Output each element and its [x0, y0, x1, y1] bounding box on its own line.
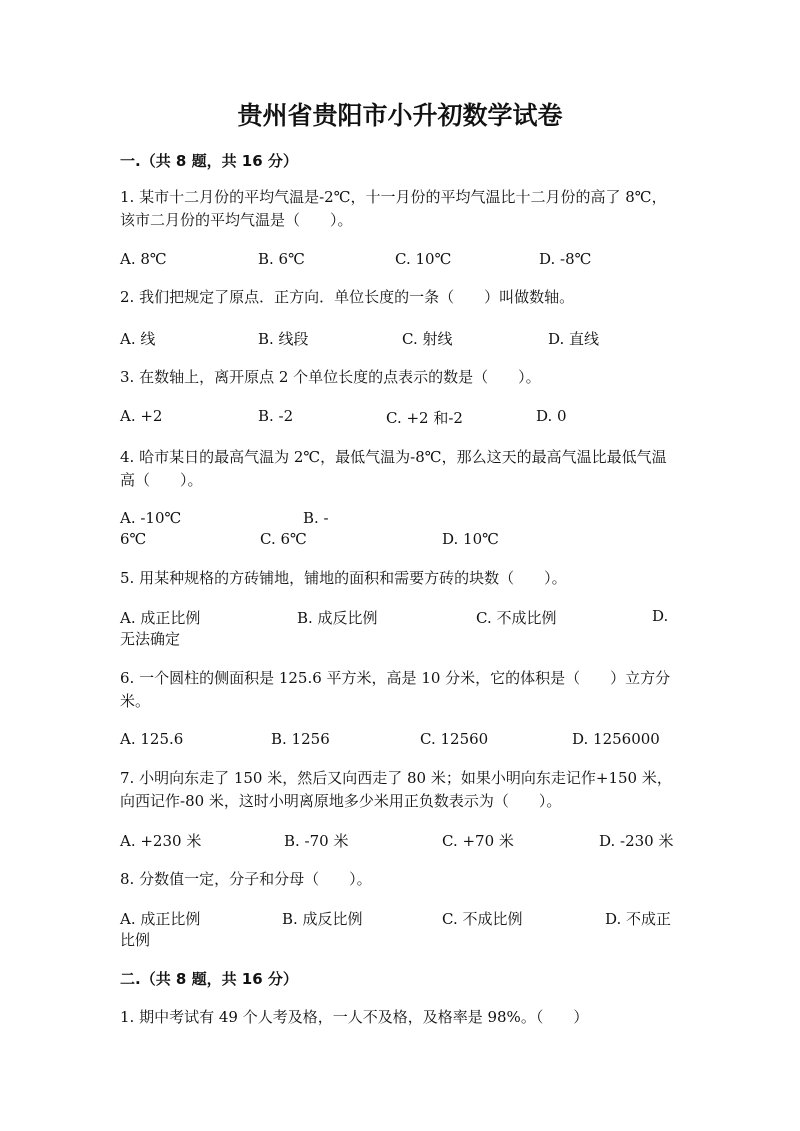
q6-option-d: D. 1256000 — [572, 730, 660, 748]
question-2: 2. 我们把规定了原点．正方向．单位长度的一条（ ）叫做数轴。 — [120, 288, 575, 306]
question-5: 5. 用某种规格的方砖铺地，铺地的面积和需要方砖的块数（ ）。 — [120, 569, 567, 587]
q3-option-b: B. -2 — [258, 407, 294, 425]
question-4: 4. 哈市某日的最高气温为 2℃，最低气温为-8℃，那么这天的最高气温比最低气温高（ ）。 — [120, 448, 667, 489]
question-3: 3. 在数轴上，离开原点 2 个单位长度的点表示的数是（ ）。 — [120, 368, 541, 386]
q4-option-c: C. 6℃ — [260, 530, 307, 548]
q5-option-a: A. 成正比例 — [120, 609, 201, 627]
q5-option-d-continued: 无法确定 — [120, 630, 181, 648]
q4-option-a: A. -10℃ — [120, 509, 182, 527]
q5-option-c: C. 不成比例 — [476, 609, 557, 627]
q4-option-b: B. - — [303, 509, 329, 527]
q6-option-c: C. 12560 — [420, 730, 489, 748]
question-1: 1. 某市十二月份的平均气温是-2℃，十一月份的平均气温比十二月份的高了 8℃，该市二月份的平均气温是（ ）。 — [120, 188, 667, 229]
q1-option-c: C. 10℃ — [395, 250, 452, 268]
section-heading: 二.（共 8 题，共 16 分） — [120, 970, 298, 988]
question-8: 8. 分数值一定，分子和分母（ ）。 — [120, 870, 372, 888]
q8-option-b: B. 成反比例 — [282, 910, 363, 928]
q7-option-c: C. +70 米 — [442, 832, 514, 850]
q8-option-d-continued: 比例 — [120, 931, 151, 949]
q2-option-a: A. 线 — [120, 330, 156, 348]
page-title: 贵州省贵阳市小升初数学试卷 — [237, 101, 563, 130]
q7-option-a: A. +230 米 — [120, 832, 202, 850]
q2-option-b: B. 线段 — [258, 330, 309, 348]
q2-option-d: D. 直线 — [548, 330, 600, 348]
q4-option-b-continued: 6℃ — [120, 530, 147, 548]
section-heading: 一.（共 8 题，共 16 分） — [120, 152, 298, 170]
q3-option-a: A. +2 — [120, 407, 163, 425]
q8-option-a: A. 成正比例 — [120, 910, 201, 928]
question-6: 6. 一个圆柱的侧面积是 125.6 平方米，高是 10 分米，它的体积是（ ）立方分米。 — [120, 669, 671, 710]
q5-option-d: D. — [652, 607, 669, 625]
q3-option-c: C. +2 和-2 — [386, 409, 463, 427]
q7-option-d: D. -230 米 — [599, 832, 674, 850]
q8-option-c: C. 不成比例 — [442, 910, 523, 928]
q5-option-b: B. 成反比例 — [297, 609, 378, 627]
q2-option-c: C. 射线 — [402, 330, 453, 348]
q7-option-b: B. -70 米 — [284, 832, 349, 850]
q3-option-d: D. 0 — [536, 407, 567, 425]
q1-option-d: D. -8℃ — [539, 250, 592, 268]
q4-option-d: D. 10℃ — [442, 530, 499, 548]
q1-option-b: B. 6℃ — [258, 250, 305, 268]
q1-option-a: A. 8℃ — [120, 250, 167, 268]
q6-option-a: A. 125.6 — [120, 730, 184, 748]
q8-option-d: D. 不成正 — [605, 910, 672, 928]
true-false-1: 1. 期中考试有 49 个人考及格，一人不及格，及格率是 98%。（ ） — [120, 1008, 589, 1026]
question-7: 7. 小明向东走了 150 米，然后又向西走了 80 米；如果小明向东走记作+150 米，向西记作-80 米，这时小明离原地多少米用正负数表示为（ ）。 — [120, 769, 672, 810]
q6-option-b: B. 1256 — [271, 730, 330, 748]
